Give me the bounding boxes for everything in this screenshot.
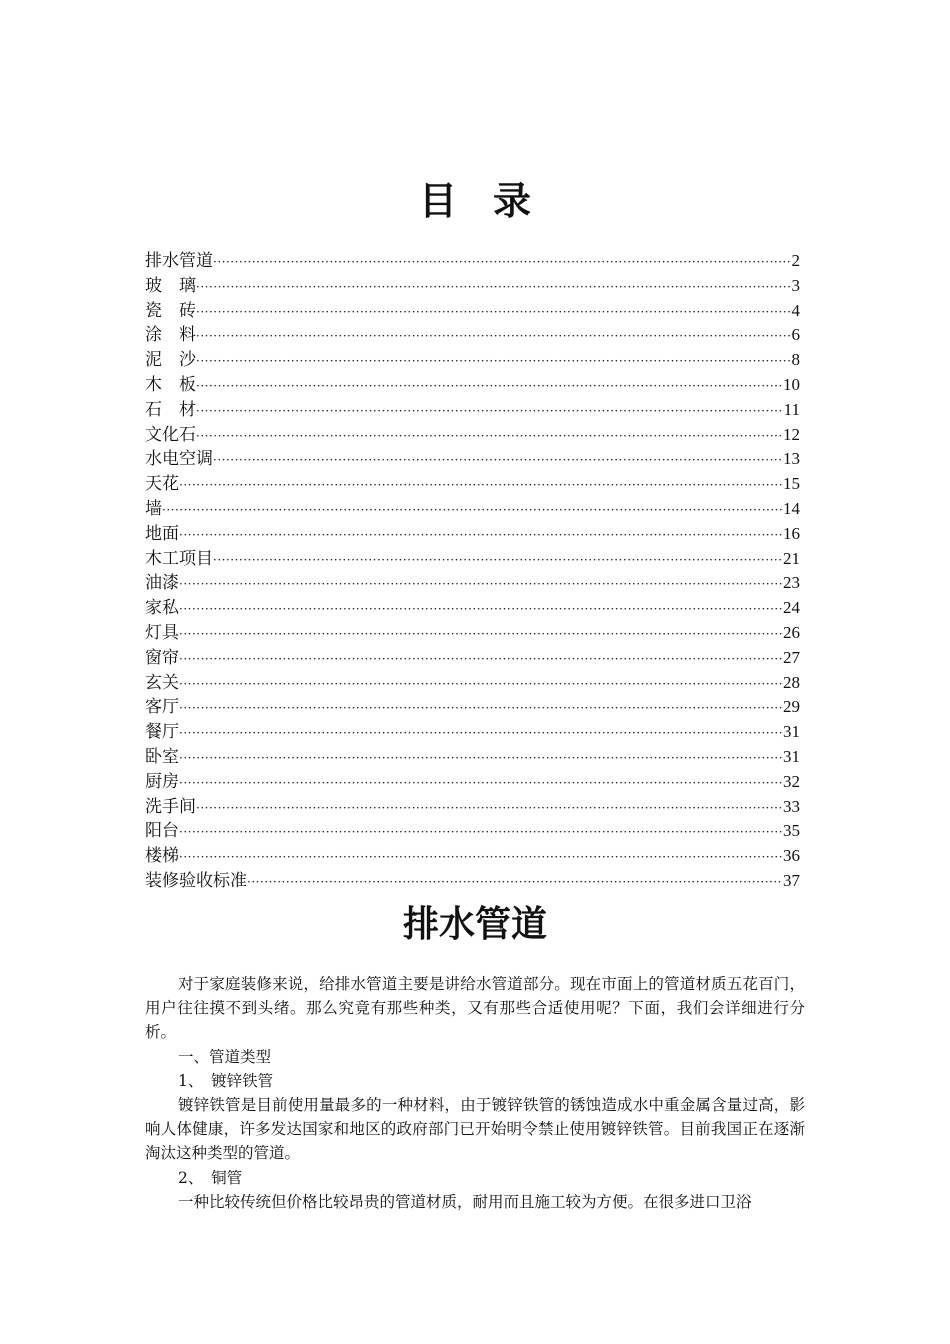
toc-leader-dots xyxy=(179,622,783,646)
toc-title-char-1: 目 xyxy=(418,178,457,223)
toc-entry-page: 36 xyxy=(783,846,800,866)
toc-title-char-2: 录 xyxy=(493,178,532,223)
paragraph-copper-pipe: 一种比较传统但价格比较昂贵的管道材质，耐用而且施工较为方便。在很多进口卫浴 xyxy=(178,1192,752,1211)
paragraph-intro: 对于家庭装修来说，给排水管道主要是讲给水管道部分。现在市面上的管道材质五花百门，用户往往摸不到头绪。那么究竟有那些种类，又有那些合适使用呢？下面，我们会详细进行分析。 xyxy=(145,975,805,1042)
toc-leader-dots xyxy=(196,275,792,299)
toc-entry-label: 木工项目 xyxy=(145,548,213,569)
toc-leader-dots xyxy=(179,672,783,696)
toc-leader-dots xyxy=(179,597,783,621)
toc-entry-page: 31 xyxy=(783,722,800,742)
toc-entry-page: 37 xyxy=(783,870,800,890)
toc-leader-dots xyxy=(213,250,792,274)
toc-entry[interactable] xyxy=(145,596,800,621)
toc-entry-page: 24 xyxy=(783,598,800,618)
toc-entry-page: 31 xyxy=(783,746,800,766)
toc-leader-dots xyxy=(179,647,783,671)
toc-leader-dots xyxy=(196,796,783,820)
toc-entry[interactable] xyxy=(145,671,800,696)
toc-entry-label: 排水管道 xyxy=(145,251,213,271)
toc-entry-label: 瓷 砖 xyxy=(145,300,196,321)
toc-entry[interactable] xyxy=(145,398,800,423)
toc-entry-label: 泥 沙 xyxy=(145,350,196,371)
toc-entry-page: 32 xyxy=(783,771,800,791)
toc-entry-page: 26 xyxy=(783,622,800,642)
toc-leader-dots xyxy=(196,324,792,348)
toc-entry-label: 阳台 xyxy=(145,821,179,842)
toc-entry-page: 15 xyxy=(783,474,800,494)
toc-leader-dots xyxy=(196,399,784,423)
section-body xyxy=(145,972,805,1214)
toc-entry[interactable] xyxy=(145,720,800,745)
toc-entry[interactable] xyxy=(145,770,800,795)
toc-entry-label: 卧室 xyxy=(145,746,179,767)
toc-leader-dots xyxy=(179,721,783,745)
toc-entry-label: 楼梯 xyxy=(145,846,179,867)
toc-entry-label: 客厅 xyxy=(145,697,179,718)
toc-leader-dots xyxy=(213,548,783,572)
toc-leader-dots xyxy=(179,771,783,795)
toc-leader-dots xyxy=(213,448,783,472)
toc-entry[interactable] xyxy=(145,522,800,547)
toc-entry-label: 厨房 xyxy=(145,771,179,792)
toc-entry[interactable] xyxy=(145,249,800,274)
toc-entry-page: 12 xyxy=(783,424,800,444)
toc-leader-dots xyxy=(179,820,783,844)
toc-entry[interactable] xyxy=(145,423,800,448)
toc-entry[interactable] xyxy=(145,646,800,671)
toc-entry-label: 木 板 xyxy=(145,374,196,395)
toc-entry-page: 29 xyxy=(783,697,800,717)
toc-entry-page: 28 xyxy=(783,672,800,692)
toc-entry-page: 35 xyxy=(783,821,800,841)
toc-entry-label: 家私 xyxy=(145,598,179,619)
toc-entry-page: 10 xyxy=(783,374,800,394)
toc-entry[interactable] xyxy=(145,497,800,522)
toc-entry-page: 33 xyxy=(783,796,800,816)
toc-entry-label: 餐厅 xyxy=(145,722,179,743)
toc-entry[interactable] xyxy=(145,472,800,497)
toc-entry[interactable] xyxy=(145,373,800,398)
toc-entry[interactable] xyxy=(145,745,800,770)
toc-entry[interactable] xyxy=(145,819,800,844)
toc-entry-page: 21 xyxy=(783,548,800,568)
toc-leader-dots xyxy=(179,746,783,770)
toc-entry-page: 27 xyxy=(783,647,800,667)
toc-entry-label: 玻 璃 xyxy=(145,275,196,296)
toc-entry-label: 涂 料 xyxy=(145,325,196,346)
toc-entry-page: 16 xyxy=(783,523,800,543)
toc-leader-dots xyxy=(247,870,783,894)
toc-entry-label: 地面 xyxy=(145,523,179,544)
toc-leader-dots xyxy=(179,572,783,596)
toc-entry[interactable] xyxy=(145,571,800,596)
toc-entry-label: 油漆 xyxy=(145,573,179,594)
toc-entry-page: 23 xyxy=(783,573,800,593)
toc-leader-dots xyxy=(196,374,783,398)
toc-entry[interactable] xyxy=(145,621,800,646)
heading-pipe-types: 一、管道类型 xyxy=(178,1047,272,1066)
toc-leader-dots xyxy=(179,845,783,869)
toc-leader-dots xyxy=(179,473,783,497)
toc-entry-page: 2 xyxy=(791,251,800,270)
toc-entry-label: 玄关 xyxy=(145,672,179,693)
toc-entry-label: 石 材 xyxy=(145,399,196,420)
toc-entry-page: 13 xyxy=(783,449,800,469)
toc-entry[interactable] xyxy=(145,844,800,869)
toc-leader-dots xyxy=(179,696,783,720)
toc-entry-label: 洗手间 xyxy=(145,796,196,817)
toc-leader-dots xyxy=(196,349,792,373)
toc-entry-page: 3 xyxy=(791,275,800,295)
toc-leader-dots xyxy=(196,424,783,448)
section-title: 排水管道 xyxy=(402,903,547,945)
toc-entry-label: 天花 xyxy=(145,474,179,495)
toc-entry-page: 8 xyxy=(791,350,800,370)
toc-entry-label: 窗帘 xyxy=(145,647,179,668)
toc-entry-page: 14 xyxy=(783,498,800,518)
toc-leader-dots xyxy=(162,498,783,522)
toc-entry[interactable] xyxy=(145,348,800,373)
toc-leader-dots xyxy=(196,300,792,324)
toc-entry[interactable] xyxy=(145,869,800,894)
subheading-galvanized-pipe: 1、 镀锌铁管 xyxy=(178,1071,274,1090)
toc-title xyxy=(0,176,950,226)
toc-entry-label: 灯具 xyxy=(145,622,179,643)
paragraph-galvanized-pipe: 镀锌铁管是目前使用量最多的一种材料，由于镀锌铁管的锈蚀造成水中重金属含量过高，影响人体健康，许多发达国家和地区的政府部门已开始明令禁止使用镀锌铁管。目前我国正在逐渐淘汰这种类型的管道。 xyxy=(145,1096,805,1163)
toc-entry[interactable] xyxy=(145,299,800,324)
toc-entry-label: 墙 xyxy=(145,498,162,519)
toc-entry[interactable] xyxy=(145,274,800,299)
toc-entry[interactable] xyxy=(145,323,800,348)
toc-entry[interactable] xyxy=(145,695,800,720)
toc-entry[interactable] xyxy=(145,547,800,572)
toc-entry-label: 水电空调 xyxy=(145,449,213,470)
toc-entry-label: 文化石 xyxy=(145,424,196,445)
toc-entry-page: 4 xyxy=(791,300,800,320)
table-of-contents xyxy=(145,249,800,894)
toc-leader-dots xyxy=(179,523,783,547)
toc-entry[interactable] xyxy=(145,447,800,472)
toc-entry-page: 11 xyxy=(783,399,800,419)
subheading-copper-pipe: 2、 铜管 xyxy=(178,1168,243,1187)
toc-entry[interactable] xyxy=(145,795,800,820)
toc-entry-label: 装修验收标准 xyxy=(145,870,247,891)
toc-entry-page: 6 xyxy=(791,325,800,345)
